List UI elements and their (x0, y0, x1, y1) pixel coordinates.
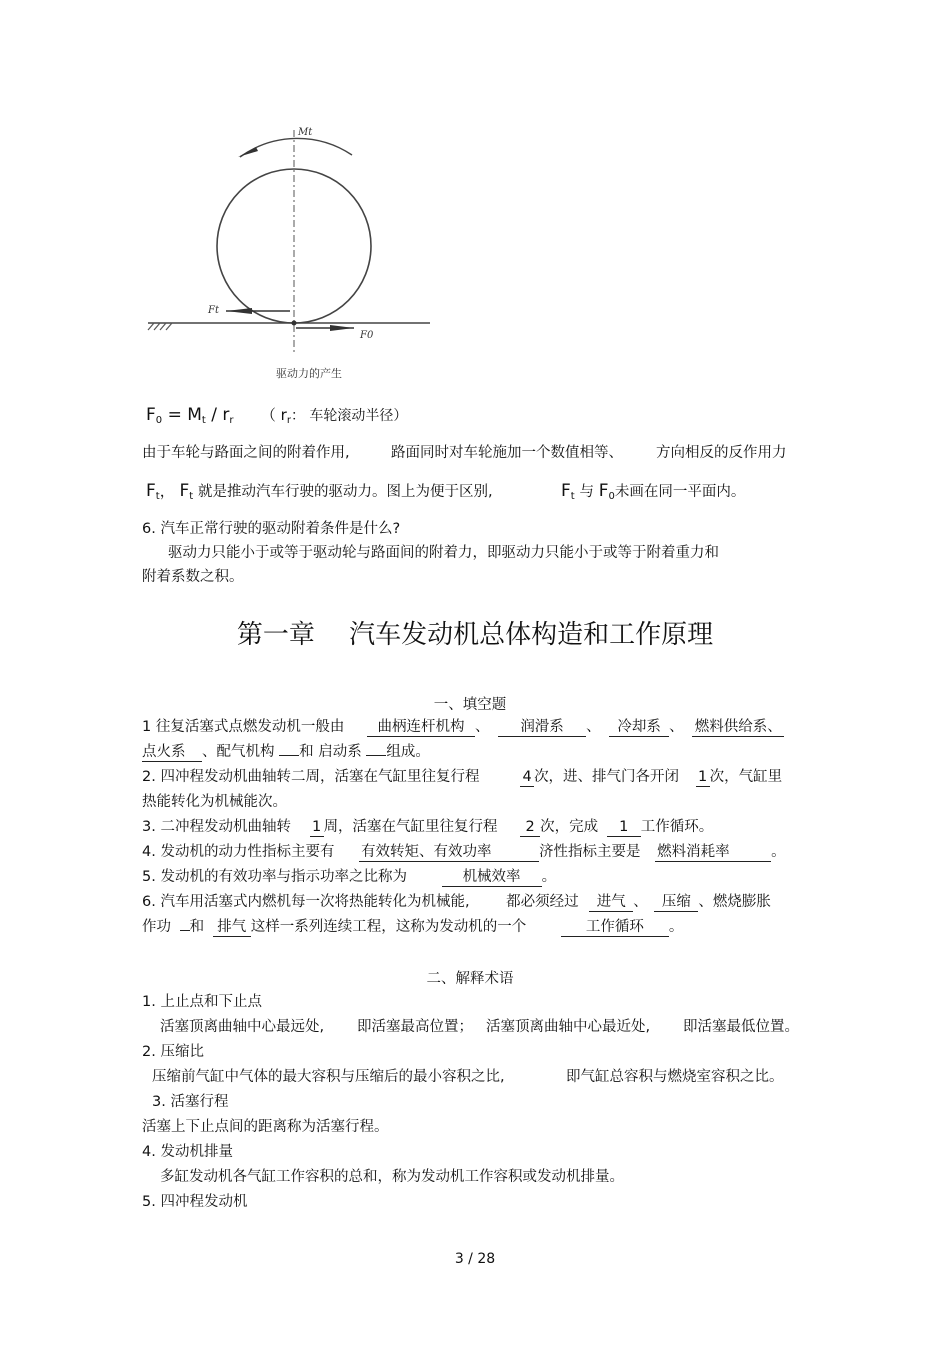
blank-6-2: 压缩 (654, 894, 698, 912)
blank-6-3: 排气 (213, 919, 251, 937)
section1-heading: 一、填空题 (433, 697, 507, 713)
term-4-title: 4. 发动机排量 (142, 1144, 233, 1160)
blank-1-1: 曲柄连杆机构 (367, 719, 475, 737)
blank-3-1: 1 (310, 819, 324, 837)
f0-arrowhead (330, 325, 354, 331)
blank-4-2: 燃料消耗率 (655, 844, 771, 862)
drive-force-figure (140, 115, 440, 385)
formula-note-open: （ r (260, 406, 287, 424)
formula-eq: = M (167, 405, 202, 425)
blank-6-4: 工作循环 (561, 919, 669, 937)
blank-1-4: 燃料供给系、 (692, 719, 784, 737)
formula-line: $F_0 = M_t / r_r$ （ $r_r$： 车轮滚动半径） (146, 405, 408, 426)
formula-div: / r (211, 405, 230, 425)
term-3-title: 3. 活塞行程 (152, 1094, 229, 1110)
para1-a: 由于车轮与路面之间的附着作用, (142, 445, 350, 461)
fill-item-1-line1: 1 往复活塞式点燃发动机一般由 曲柄连杆机构 、 润滑系 、 冷却系 、 燃料供给系、 (142, 717, 784, 737)
formula-note: ： 车轮滚动半径） (290, 408, 408, 424)
torque-arc (240, 138, 352, 157)
term-4-body: 多缸发动机各气缸工作容积的总和，称为发动机工作容积或发动机排量。 (160, 1169, 624, 1185)
blank-6-and (180, 930, 190, 931)
blank-1-6 (279, 755, 299, 756)
term-1-b: 即活塞最高位置； (357, 1019, 473, 1035)
blank-6-1: 进气 (589, 894, 633, 912)
label-f0: F0 (360, 330, 374, 341)
term-3-body: 活塞上下止点间的距离称为活塞行程。 (142, 1119, 389, 1135)
term-1-title: 1. 上止点和下止点 (142, 994, 262, 1010)
page-number: 3 / 28 (454, 1251, 496, 1267)
term-2-a: 压缩前气缸中气体的最大容积与压缩后的最小容积之比, (152, 1069, 505, 1085)
para2-text: 就是推动汽车行驶的驱动力。图上为便于区别, (197, 484, 493, 500)
term-5-title: 5. 四冲程发动机 (142, 1194, 248, 1210)
label-ft: Ft (208, 305, 219, 316)
term-2-title: 2. 压缩比 (142, 1044, 204, 1060)
term-2-b: 即气缸总容积与燃烧室容积之比。 (566, 1069, 784, 1085)
fill-item-4: 4. 发动机的动力性指标主要有 有效转矩、有效功率 济性指标主要是 燃料消耗率 。 (142, 844, 786, 860)
blank-2-1: 4 (520, 769, 534, 787)
term-1-d: 即活塞最低位置。 (683, 1019, 799, 1035)
fill-item-6-line1: 6. 汽车用活塞式内燃机每一次将热能转化为机械能, 都必须经过 进气 、 压缩 、燃烧膨胀 (142, 894, 771, 910)
formula-f: F (146, 405, 156, 425)
figure-caption: 驱动力的产生 (276, 367, 342, 380)
fill-item-6-line2: 作功 和 排气 这样一系列连续工程，这称为发动机的一个 工作循环 。 (142, 919, 684, 935)
torque-arrowhead (238, 147, 258, 157)
ground-hatch (148, 323, 172, 330)
q6-answer-line1: 驱动力只能小于或等于驱动轮与路面间的附着力，即驱动力只能小于或等于附着重力和 (168, 545, 719, 561)
fill-item-2-line1: 2. 四冲程发动机曲轴转二周，活塞在气缸里往复行程 4 次，进、排气门各开闭 1 次，气缸里 (142, 769, 783, 785)
blank-5-1: 机械效率 (442, 869, 542, 887)
para2-tail: $F_t$ 与 $F_0$未画在同一平面内。 (561, 481, 746, 502)
blank-1-3: 冷却系 (609, 719, 669, 737)
section2-heading: 二、解释术语 (426, 971, 514, 987)
label-mt: Mt (298, 127, 313, 138)
fill-item-5: 5. 发动机的有效功率与指示功率之比称为 机械效率 。 (142, 869, 557, 885)
blank-3-2: 2 (520, 819, 540, 837)
chapter-title: 第一章 汽车发动机总体构造和工作原理 (236, 620, 714, 650)
fill-item-1-line2: 点火系 、配气机构 和 启动系 组成。 (142, 744, 430, 760)
blank-3-3: 1 (607, 819, 641, 837)
fill-item-2-line2: 热能转化为机械能次。 (142, 794, 287, 810)
contact-point (292, 321, 297, 326)
blank-1-7 (366, 755, 386, 756)
wheel-diagram (140, 115, 440, 385)
fill-item-3: 3. 二冲程发动机曲轴转 1 周，活塞在气缸里往复行程 2 次，完成 1 工作循环。 (142, 819, 714, 835)
para1-c: 方向相反的反作用力 (656, 445, 787, 461)
term-1-c: 活塞顶离曲轴中心最近处, (486, 1019, 651, 1035)
q6-answer-line2: 附着系数之积。 (142, 569, 244, 585)
term-1-a: 活塞顶离曲轴中心最远处, (160, 1019, 325, 1035)
blank-4-1: 有效转矩、有效功率 (359, 844, 539, 862)
q6-question: 6. 汽车正常行驶的驱动附着条件是什么? (142, 521, 401, 537)
blank-1-5: 点火系 (142, 744, 202, 762)
blank-1-2: 润滑系 (498, 719, 586, 737)
ft-arrowhead (226, 308, 252, 314)
para2: $F_t$， $F_t$ 就是推动汽车行驶的驱动力。图上为便于区别, (146, 481, 493, 502)
blank-2-2: 1 (696, 769, 710, 787)
para1-b: 路面同时对车轮施加一个数值相等、 (391, 445, 623, 461)
